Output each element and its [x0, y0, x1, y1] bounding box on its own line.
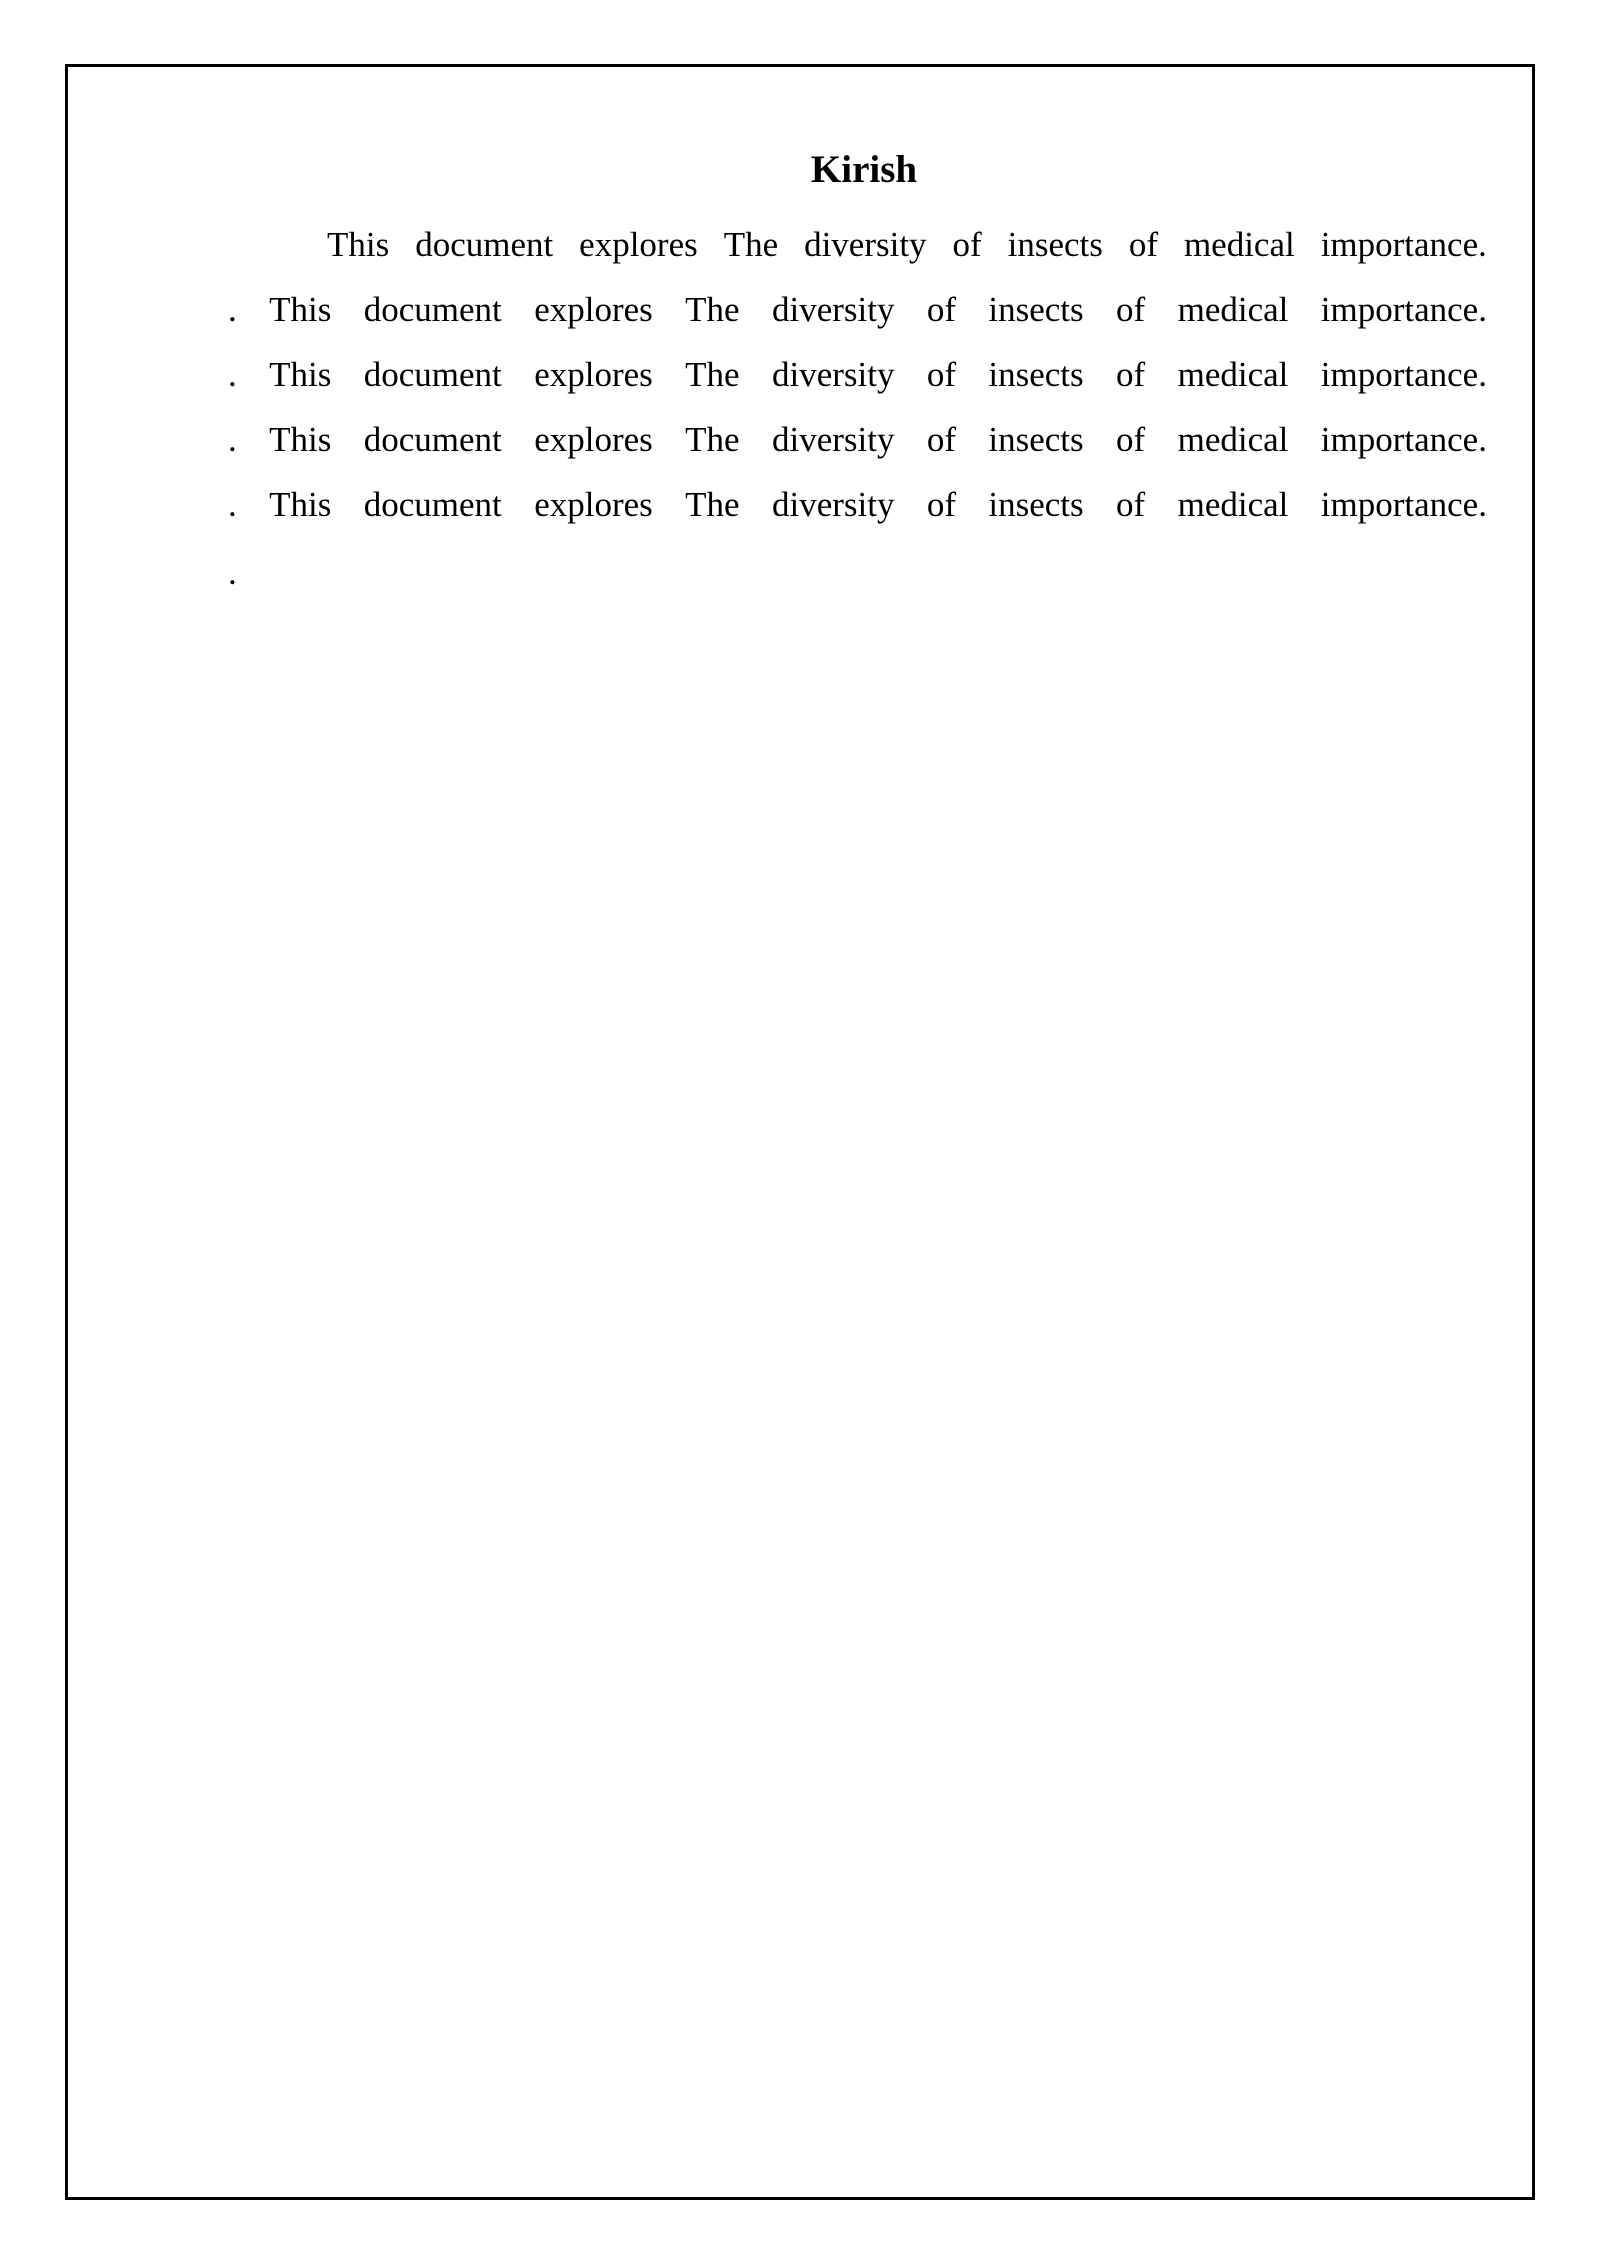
body-word: .: [228, 420, 237, 459]
body-word: of: [952, 225, 982, 264]
body-line-1: [327, 227, 1487, 262]
body-word: importance.: [1320, 485, 1487, 524]
body-word: of: [1116, 485, 1146, 524]
body-word: This: [269, 290, 332, 329]
body-word: document: [363, 420, 502, 459]
body-word: importance.: [1320, 290, 1487, 329]
body-word: .: [228, 485, 237, 524]
body-word: explores: [534, 485, 653, 524]
body-word: document: [363, 485, 502, 524]
body-word: The: [685, 485, 740, 524]
body-word: insects: [988, 290, 1084, 329]
body-word: .: [228, 355, 237, 394]
body-word: importance.: [1320, 420, 1487, 459]
body-line-4: [228, 422, 1487, 457]
body-word: explores: [534, 355, 653, 394]
body-word: .: [228, 290, 237, 329]
body-word: document: [415, 225, 554, 264]
body-word: The: [685, 420, 740, 459]
body-line-2: [228, 292, 1487, 327]
body-word: medical: [1177, 290, 1289, 329]
body-word: medical: [1177, 420, 1289, 459]
body-word: medical: [1177, 485, 1289, 524]
page-title: Kirish: [810, 148, 918, 191]
body-word: This: [269, 485, 332, 524]
body-word: of: [926, 485, 956, 524]
body-word: diversity: [771, 485, 895, 524]
body-word: The: [685, 355, 740, 394]
body-line-3: [228, 357, 1487, 392]
body-word: This: [327, 225, 390, 264]
body-word: of: [926, 290, 956, 329]
body-word: of: [926, 355, 956, 394]
body-word: document: [363, 290, 502, 329]
body-word: of: [1116, 420, 1146, 459]
body-word: This: [269, 420, 332, 459]
body-word: insects: [1007, 225, 1103, 264]
body-word: The: [723, 225, 779, 264]
body-word: insects: [988, 420, 1084, 459]
body-word: document: [363, 355, 502, 394]
body-word: importance.: [1320, 225, 1487, 264]
body-word: diversity: [771, 420, 895, 459]
body-word: of: [926, 420, 956, 459]
body-word: insects: [988, 355, 1084, 394]
body-word: diversity: [804, 225, 927, 264]
body-word: medical: [1177, 355, 1289, 394]
body-word: of: [1116, 355, 1146, 394]
body-word: importance.: [1320, 355, 1487, 394]
body-line-5: [228, 487, 1487, 522]
body-word: of: [1116, 290, 1146, 329]
body-word: explores: [534, 290, 653, 329]
body-word: explores: [579, 225, 698, 264]
body-word: of: [1128, 225, 1158, 264]
body-line-6: .: [228, 553, 237, 592]
body-word: medical: [1183, 225, 1295, 264]
body-word: diversity: [771, 355, 895, 394]
body-word: This: [269, 355, 332, 394]
body-word: insects: [988, 485, 1084, 524]
body-word: diversity: [771, 290, 895, 329]
body-word: The: [685, 290, 740, 329]
body-word: explores: [534, 420, 653, 459]
